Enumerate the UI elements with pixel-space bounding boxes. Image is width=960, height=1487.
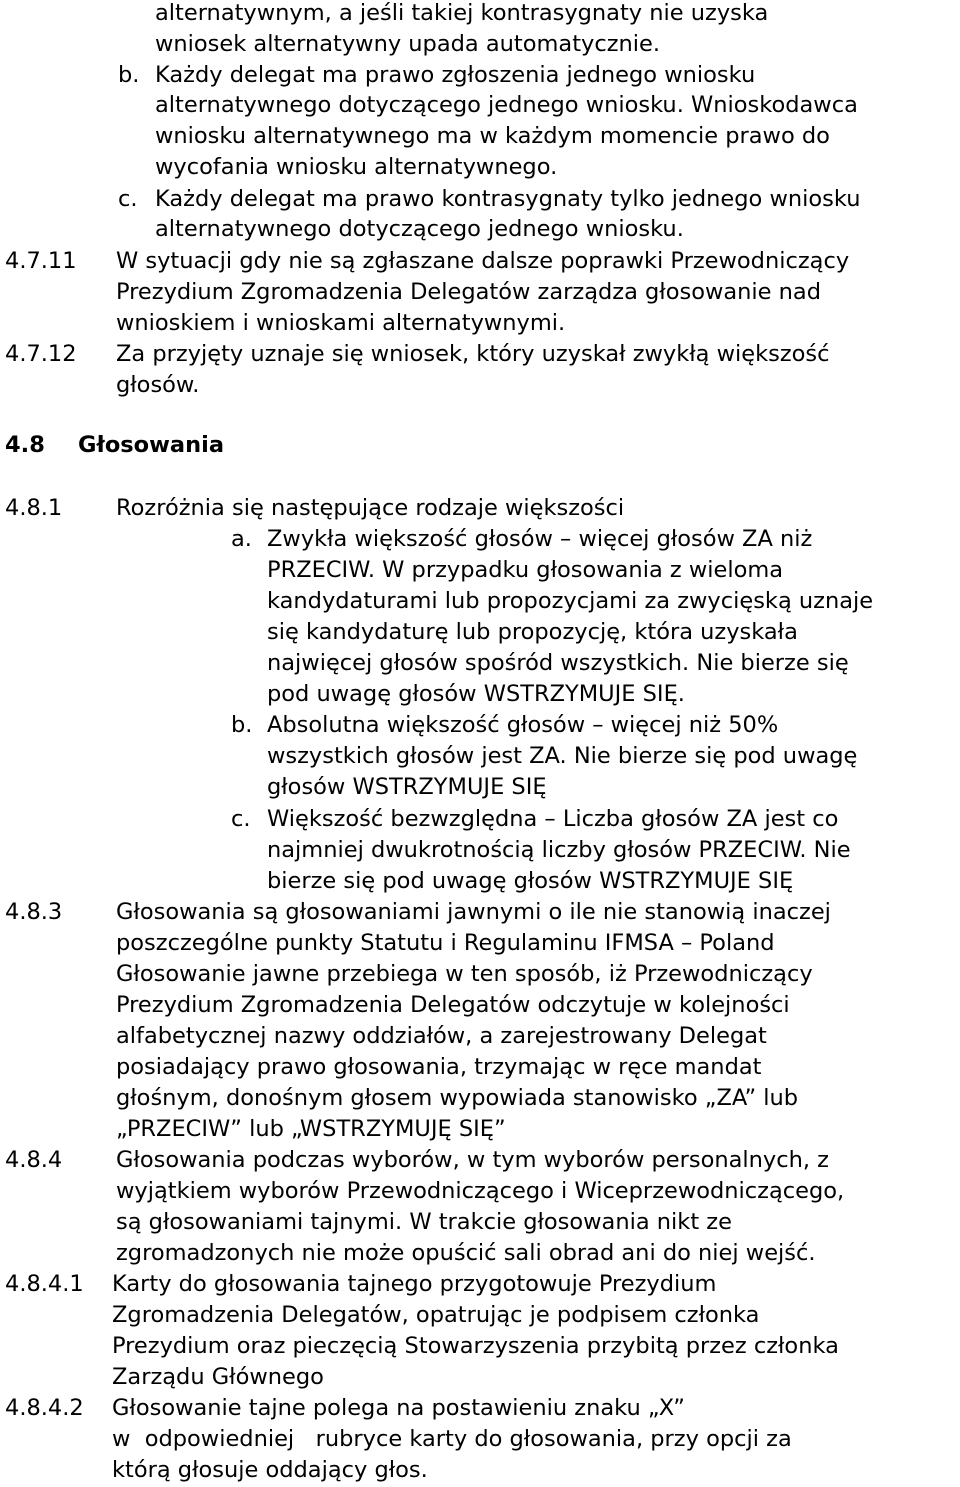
text-line: Głosowania są głosowaniami jawnymi o ile nie stanowią inaczej [116,899,831,925]
text-line: alfabetycznej nazwy oddziałów, a zarejestrowany Delegat [116,1023,767,1049]
text-line: wyjątkiem wyborów Przewodniczącego i Wiceprzewodniczącego, [116,1178,845,1204]
list-marker: c. [231,806,251,832]
section-number: 4.8.4 [5,1147,63,1173]
text-line: najmniej dwukrotnością liczby głosów PRZECIW. Nie [267,837,851,863]
text-line: w odpowiedniej rubryce karty do głosowania, przy opcji za [112,1426,792,1452]
text-line: najwięcej głosów spośród wszystkich. Nie bierze się [267,650,849,676]
text-line: są głosowaniami tajnymi. W trakcie głosowania nikt ze [116,1209,732,1235]
text-line: „PRZECIW” lub „WSTRZYMUJĘ SIĘ” [116,1116,506,1142]
list-marker: b. [231,712,253,738]
text-line: kandydaturami lub propozycjami za zwycięską uznaje [267,588,874,614]
text-line: alternatywnego dotyczącego jednego wniosku. [155,216,684,242]
text-line: Głosowanie jawne przebiega w ten sposób, iż Przewodniczący [116,961,813,987]
text-line: Zgromadzenia Delegatów, opatrując je podpisem członka [112,1302,760,1328]
text-line: posiadający prawo głosowania, trzymając w ręce mandat [116,1054,762,1080]
heading-number: 4.8 [5,432,45,458]
text-line: Prezydium oraz pieczęcią Stowarzyszenia przybitą przez członka [112,1333,839,1359]
text-line: Każdy delegat ma prawo kontrasygnaty tylko jednego wniosku [155,186,861,212]
list-marker: b. [118,62,140,88]
text-line: Głosowanie tajne polega na postawieniu znaku „X” [112,1395,685,1421]
list-marker: c. [118,186,138,212]
text-line: głośnym, donośnym głosem wypowiada stanowisko „ZA” lub [116,1085,799,1111]
text-line: Rozróżnia się następujące rodzaje większości [116,495,625,521]
text-line: wnioskiem i wnioskami alternatywnymi. [116,310,566,336]
section-number: 4.7.12 [5,341,77,367]
text-line: się kandydaturę lub propozycję, która uzyskała [267,619,798,645]
list-marker: a. [231,526,252,552]
section-number: 4.8.4.2 [5,1395,84,1421]
text-line: wniosku alternatywnego ma w każdym momencie prawo do [155,123,830,149]
section-heading: Głosowania [78,432,225,458]
text-line: wycofania wniosku alternatywnego. [155,154,558,180]
text-line: Za przyjęty uznaje się wniosek, który uzyskał zwykłą większość [116,341,830,367]
text-line: Karty do głosowania tajnego przygotowuje Prezydium [112,1271,717,1297]
text-line: alternatywnego dotyczącego jednego wniosku. Wnioskodawca [155,92,858,118]
text-line: zgromadzonych nie może opuścić sali obrad ani do niej wejść. [116,1240,816,1266]
text-line: wszystkich głosów jest ZA. Nie bierze się pod uwagę [267,743,858,769]
text-line: W sytuacji gdy nie są zgłaszane dalsze poprawki Przewodniczący [116,248,850,274]
section-number: 4.8.4.1 [5,1271,84,1297]
text-line: Prezydium Zgromadzenia Delegatów zarządza głosowanie nad [116,279,821,305]
text-line: PRZECIW. W przypadku głosowania z wieloma [267,557,784,583]
text-line: pod uwagę głosów WSTRZYMUJE SIĘ. [267,681,685,707]
text-line: głosów WSTRZYMUJE SIĘ [267,774,547,800]
section-number: 4.8.1 [5,495,63,521]
text-line: Absolutna większość głosów – więcej niż 50% [267,712,779,738]
text-line: głosów. [116,372,200,398]
section-number: 4.7.11 [5,248,77,274]
text-line: Większość bezwzględna – Liczba głosów ZA jest co [267,806,839,832]
text-line: poszczególne punkty Statutu i Regulaminu IFMSA – Poland [116,930,775,956]
text-line: Prezydium Zgromadzenia Delegatów odczytuje w kolejności [116,992,790,1018]
section-number: 4.8.3 [5,899,63,925]
text-line: Zwykła większość głosów – więcej głosów ZA niż [267,526,813,552]
text-line: Każdy delegat ma prawo zgłoszenia jednego wniosku [155,62,756,88]
text-line: Zarządu Głównego [112,1364,324,1390]
text-line: wniosek alternatywny upada automatycznie. [155,31,661,57]
text-line: bierze się pod uwagę głosów WSTRZYMUJE SIĘ [267,868,794,894]
text-line: alternatywnym, a jeśli takiej kontrasygnaty nie uzyska [155,0,769,26]
text-line: którą głosuje oddający głos. [112,1457,428,1483]
text-line: Głosowania podczas wyborów, w tym wyborów personalnych, z [116,1147,829,1173]
